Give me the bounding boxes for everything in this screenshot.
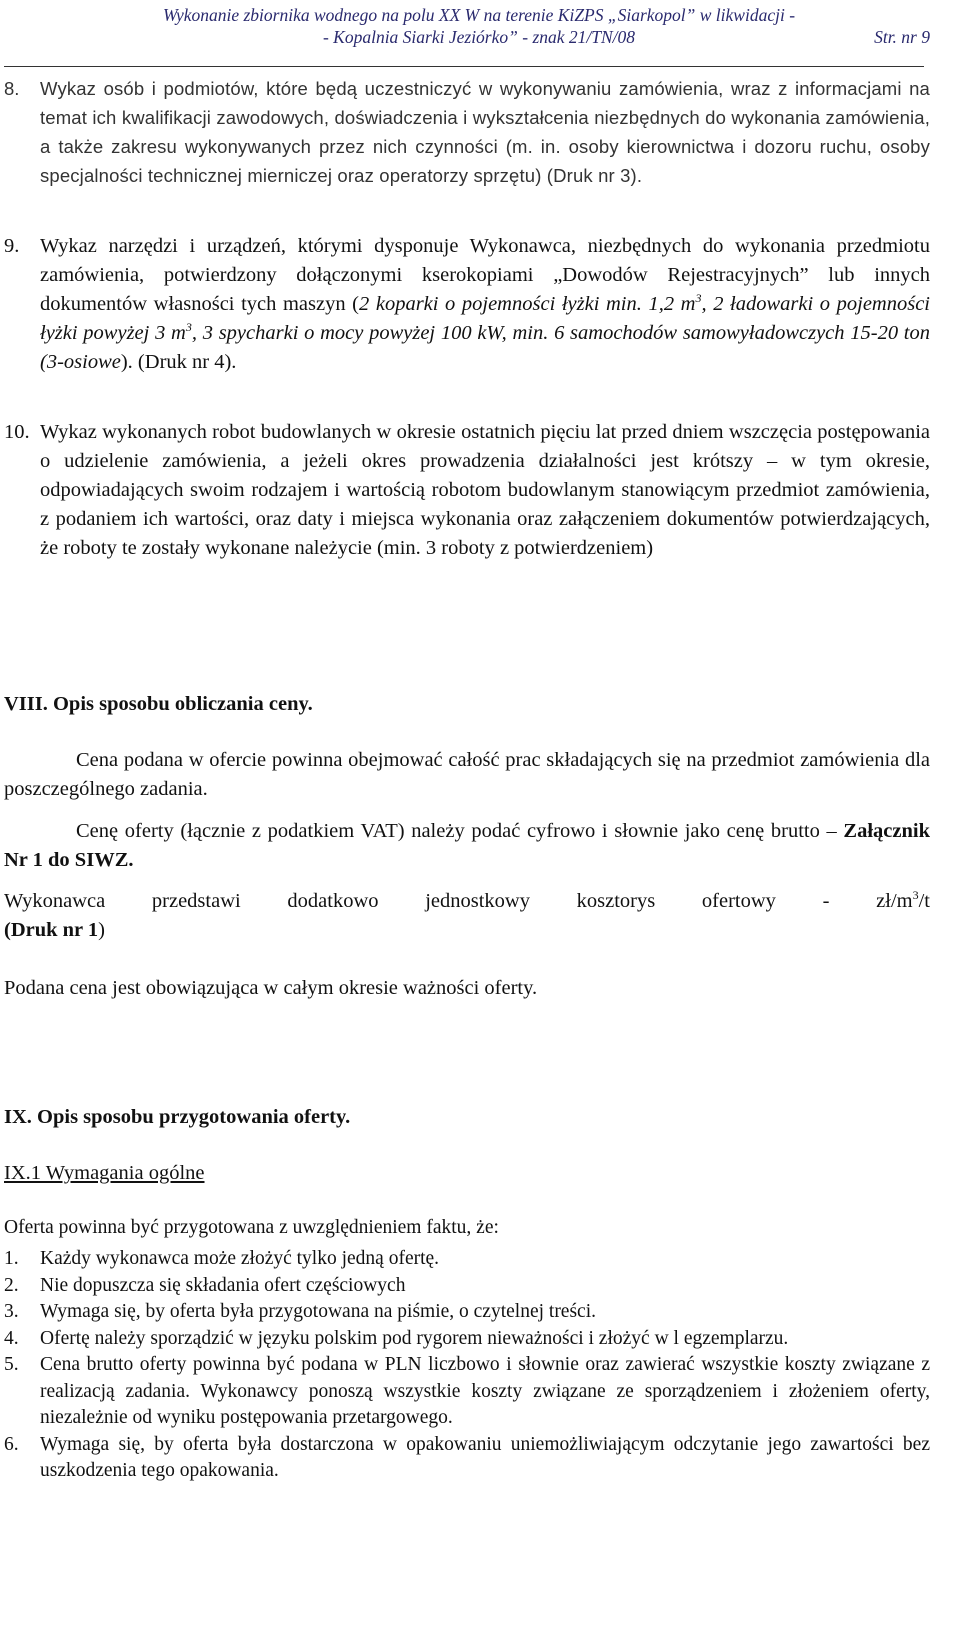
list-item [0, 1246, 930, 1273]
list-item-number: 1. [4, 1248, 19, 1269]
section-heading-ix: IX. Opis sposobu przygotowania oferty. [4, 1106, 351, 1128]
section-heading-viii: VIII. Opis sposobu obliczania ceny. [4, 693, 313, 715]
item-text [40, 232, 930, 377]
list-item [0, 1273, 930, 1300]
paragraph-text: /t [918, 890, 930, 912]
item-number: 8. [4, 78, 20, 99]
paragraph-form-reference [4, 916, 930, 945]
list-item-text: Nie dopuszcza się składania ofert częściowych [40, 1274, 406, 1296]
item-text-part: ). (Druk nr 4). [120, 351, 237, 373]
subsection-heading: IX.1 Wymagania ogólne [4, 1162, 205, 1184]
paragraph-text: Wykonawca przedstawi dodatkowo jednostkowy kosztorys ofertowy - zł/m [4, 890, 913, 912]
list-item-number: 3. [4, 1301, 19, 1322]
item-text-part: Wykaz narzędzi i urządzeń, którymi dysponuje Wykonawca, niezbędnych do wykonania przedmiotu zamówienia, potwierdzony dołączonymi kserokopiami „Dowodów Rejestracyjnych” lub innych dokumentów własności tych maszyn ( [40, 235, 930, 315]
header-divider [4, 66, 924, 67]
header-title-line1: Wykonanie zbiornika wodnego na polu XX W na terenie KiZPS „Siarkopol” w likwidacji - [162, 5, 796, 25]
paragraph-text: ) [98, 919, 105, 941]
list-item-number: 5. [4, 1354, 19, 1375]
page-number: Str. nr 9 [874, 27, 930, 47]
list-item [0, 1326, 930, 1353]
paragraph-price-gross [4, 817, 930, 875]
list-item-number: 2. [4, 1274, 19, 1296]
paragraph-cost-estimate [4, 887, 930, 916]
list-item-number: 4. [4, 1327, 19, 1349]
item-text-part: 2 koparki o pojemności łyżki min. 1,2 m [359, 293, 696, 315]
requirements-list [0, 1246, 930, 1485]
item-text-part: , 2 ładowarki o pojemności łyżki powyżej 3 m [40, 293, 930, 344]
list-item-text: Wymaga się, by oferta była dostarczona w opakowaniu uniemożliwiającym odczytanie jego zawartości bez uszkodzenia tego opakowania. [40, 1433, 930, 1481]
list-item-text: Ofertę należy sporządzić w języku polskim pod rygorem nieważności i złożyć w l egzemplarzu. [40, 1327, 789, 1349]
list-item-text: Każdy wykonawca może złożyć tylko jedną ofertę. [40, 1248, 440, 1269]
header-title-line2: - Kopalnia Siarki Jeziórko” - znak 21/TN/08 [322, 27, 636, 47]
list-item-text: Cena brutto oferty powinna być podana w PLN liczbowo i słownie oraz zawierać wszystkie koszty związane z realizacją zadania. Wykonawcy ponoszą wszystkie koszty związane ze sporządzeniem i złożeniem oferty, niezależnie od wyniku postępowania przetargowego. [40, 1354, 930, 1428]
list-item [0, 1432, 930, 1485]
superscript: 3 [185, 320, 192, 335]
paragraph-price-validity: Podana cena jest obowiązująca w całym okresie ważności oferty. [4, 977, 538, 999]
list-item-number: 6. [4, 1433, 19, 1455]
list-item [0, 1299, 930, 1326]
paragraph-price-scope: Cena podana w ofercie powinna obejmować całość prac składających się na przedmiot zamówienia dla poszczególnego zadania. [4, 749, 930, 800]
attachment-reference: Załącznik Nr 1 do SIWZ. [4, 820, 930, 871]
list-item-text: Wymaga się, by oferta była przygotowana na piśmie, o czytelnej treści. [40, 1301, 596, 1322]
item-text: Wykaz wykonanych robot budowlanych w okresie ostatnich pięciu lat przed dniem wszczęcia postępowania o udzielenie zamówienia, a jeżeli okres prowadzenia działalności jest krótszy – w tym okresie, odpowiadających swoim rodzajem i wartością robotom budowlanym stanowiącym przedmiot zamówienia, z podaniem ich wartości, oraz daty i miejsca wykonania oraz załączeniem dokumentów potwierdzających, że roboty te zostały wykonane należycie (min. 3 roboty z potwierdzeniem) [40, 421, 930, 559]
form-reference: (Druk nr 1 [4, 919, 99, 941]
paragraph-intro: Oferta powinna być przygotowana z uwzględnieniem faktu, że: [4, 1217, 499, 1238]
paragraph-text: Cenę oferty (łącznie z podatkiem VAT) należy podać cyfrowo i słownie jako cenę brutto – [76, 820, 844, 842]
item-number: 9. [4, 235, 20, 257]
list-item [0, 1352, 930, 1432]
superscript: 3 [695, 291, 702, 306]
item-text-part: , 3 spycharki o mocy powyżej 100 kW, min. 6 samochodów samowyładowczych 15-20 ton (3-osiowe [40, 322, 931, 373]
item-text: Wykaz osób i podmiotów, które będą uczestniczyć w wykonywaniu zamówienia, wraz z informacjami na temat ich kwalifikacji zawodowych, doświadczenia i wykształcenia niezbędnych do wykonania zamówienia, a także zakresu wykonywanych przez nich czynności (m. in. osoby kierownictwa i dozoru ruchu, osoby specjalności technicznej mierniczej oraz operatorzy sprzętu) (Druk nr 3). [40, 78, 930, 186]
superscript: 3 [912, 888, 919, 903]
item-number: 10. [4, 421, 30, 443]
